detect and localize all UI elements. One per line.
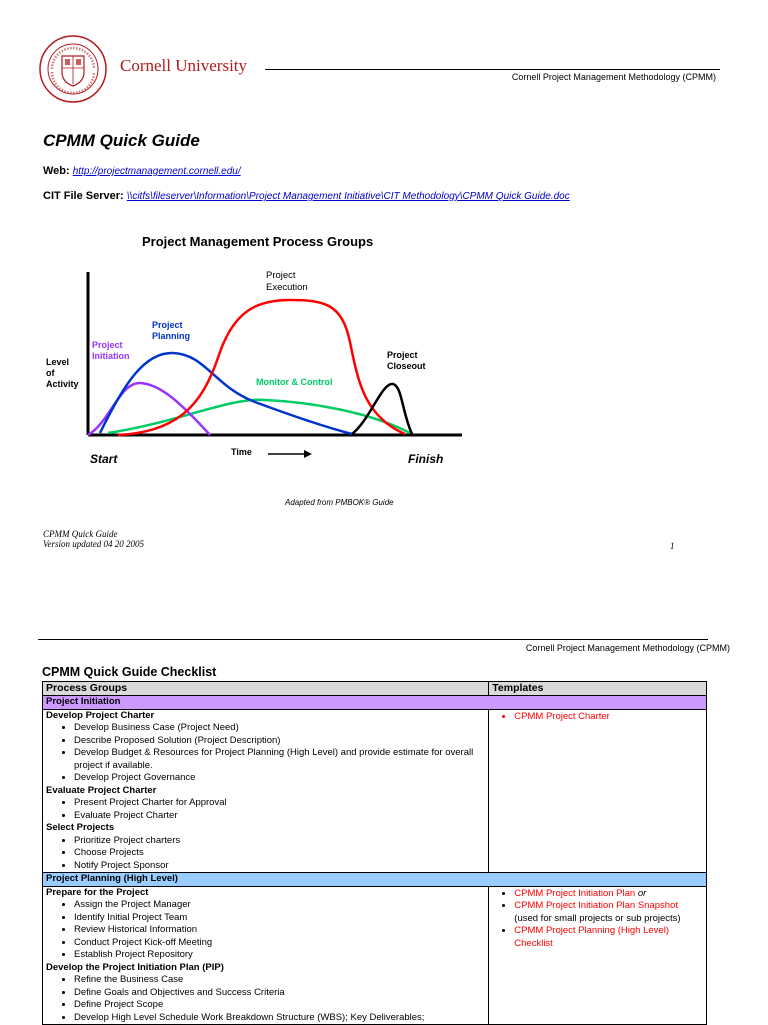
- col-process-groups: Process Groups: [43, 682, 489, 696]
- list-item: • Assign the Project Manager: [74, 899, 485, 912]
- section-initiation-label: Project Initiation: [43, 696, 707, 710]
- list-item: • Notify Project Sponsor: [74, 860, 485, 873]
- group-heading: Develop Project Charter: [46, 709, 155, 721]
- page-title: CPMM Quick Guide: [43, 131, 200, 150]
- header-rule: [265, 69, 720, 70]
- section-planning-label: Project Planning (High Level): [43, 873, 707, 887]
- series-closeout: [352, 384, 412, 434]
- page-footer: [43, 529, 144, 549]
- list-item: • Evaluate Project Charter: [74, 810, 485, 823]
- label-closeout: Project Closeout: [387, 350, 426, 371]
- group-heading: Prepare for the Project: [46, 886, 149, 898]
- list-item: • Develop High Level Schedule Work Breakdown Structure (WBS); Key Deliverables;: [74, 1012, 485, 1025]
- template-item: [514, 888, 703, 901]
- footer-version: Version updated 04 20 2005: [43, 539, 144, 549]
- template-or: or: [637, 887, 647, 899]
- checklist-table: [42, 681, 707, 1025]
- template-link-initiation-snapshot[interactable]: CPMM Project Initiation Plan Snapshot: [514, 900, 678, 911]
- page-number: 1: [670, 541, 675, 551]
- col-templates: Templates: [489, 682, 707, 696]
- list-item: • Establish Project Repository: [74, 949, 485, 962]
- web-link[interactable]: http://projectmanagement.cornell.edu/: [72, 166, 241, 177]
- group-heading: Develop the Project Initiation Plan (PIP): [46, 961, 224, 973]
- label-monitor-control: Monitor & Control: [256, 377, 333, 387]
- chart-caption: Adapted from PMBOK® Guide: [285, 498, 394, 507]
- x-end-label: Finish: [408, 452, 444, 466]
- cornell-seal-logo: [38, 34, 108, 104]
- list-item: • Refine the Business Case: [74, 974, 485, 987]
- list-item: • Define Project Scope: [74, 999, 485, 1012]
- x-start-label: Start: [90, 452, 118, 466]
- planning-templates: [489, 886, 707, 1025]
- template-link-initiation-plan[interactable]: CPMM Project Initiation Plan: [514, 887, 636, 899]
- list-item: • Develop Business Case (Project Need): [74, 722, 485, 735]
- table-row: [43, 886, 707, 1025]
- x-axis-label: Time: [231, 447, 252, 457]
- table-row: [43, 709, 707, 873]
- header-methodology: Cornell Project Management Methodology (CPMM): [511, 72, 716, 82]
- y-axis-label: Level of Activity: [46, 357, 79, 389]
- header-methodology-2: Cornell Project Management Methodology (CPMM): [525, 643, 730, 653]
- group-heading: Select Projects: [46, 822, 115, 833]
- list-item: • Develop Project Governance: [74, 772, 485, 785]
- chart-title: Project Management Process Groups: [142, 234, 374, 249]
- cit-label: CIT File Server:: [43, 190, 124, 202]
- planning-tasks: [43, 886, 489, 1025]
- template-item: [514, 925, 703, 950]
- list-item: • Describe Proposed Solution (Project Description): [74, 735, 485, 748]
- label-initiation: Project Initiation: [92, 340, 130, 361]
- cit-line: [43, 190, 570, 202]
- list-item: • Define Goals and Objectives and Success Criteria: [74, 987, 485, 1000]
- template-note: (used for small projects or sub projects): [514, 912, 681, 924]
- table-header-row: [43, 682, 707, 696]
- footer-title: CPMM Quick Guide: [43, 529, 118, 539]
- template-link-planning-checklist[interactable]: CPMM Project Planning (High Level) Checklist: [514, 925, 669, 949]
- template-link-project-charter[interactable]: • CPMM Project Charter: [514, 711, 703, 724]
- section-row-initiation: [43, 696, 707, 710]
- group-heading: Evaluate Project Charter: [46, 784, 157, 796]
- cit-path-link[interactable]: \\citfs\fileserver\Information\Project Management Initiative\CIT Methodology\CPMM Quick Guide.doc: [126, 191, 570, 202]
- list-item: • Review Historical Information: [74, 924, 485, 937]
- web-line: [43, 165, 241, 177]
- section-row-planning: [43, 873, 707, 887]
- initiation-tasks: [43, 709, 489, 873]
- list-item: • Identify Initial Project Team: [74, 912, 485, 925]
- series-initiation: [88, 383, 210, 435]
- process-groups-chart: [40, 262, 470, 477]
- series-planning: [100, 353, 352, 434]
- label-planning: Project Planning: [152, 320, 190, 341]
- list-item: • Conduct Project Kick-off Meeting: [74, 937, 485, 950]
- header-rule-2: [38, 639, 708, 640]
- template-item: [514, 900, 703, 925]
- web-label: Web:: [43, 165, 70, 177]
- label-execution: Project Execution: [266, 270, 308, 293]
- university-name: Cornell University: [120, 56, 248, 75]
- list-item: • Prioritize Project charters: [74, 835, 485, 848]
- list-item: • Develop Budget & Resources for Project Planning (High Level) and provide estimate for overall project if available.: [74, 747, 485, 772]
- arrow-icon: [268, 450, 312, 458]
- list-item: • Present Project Charter for Approval: [74, 797, 485, 810]
- initiation-templates: [489, 709, 707, 873]
- checklist-title: CPMM Quick Guide Checklist: [42, 665, 217, 679]
- list-item: • Choose Projects: [74, 847, 485, 860]
